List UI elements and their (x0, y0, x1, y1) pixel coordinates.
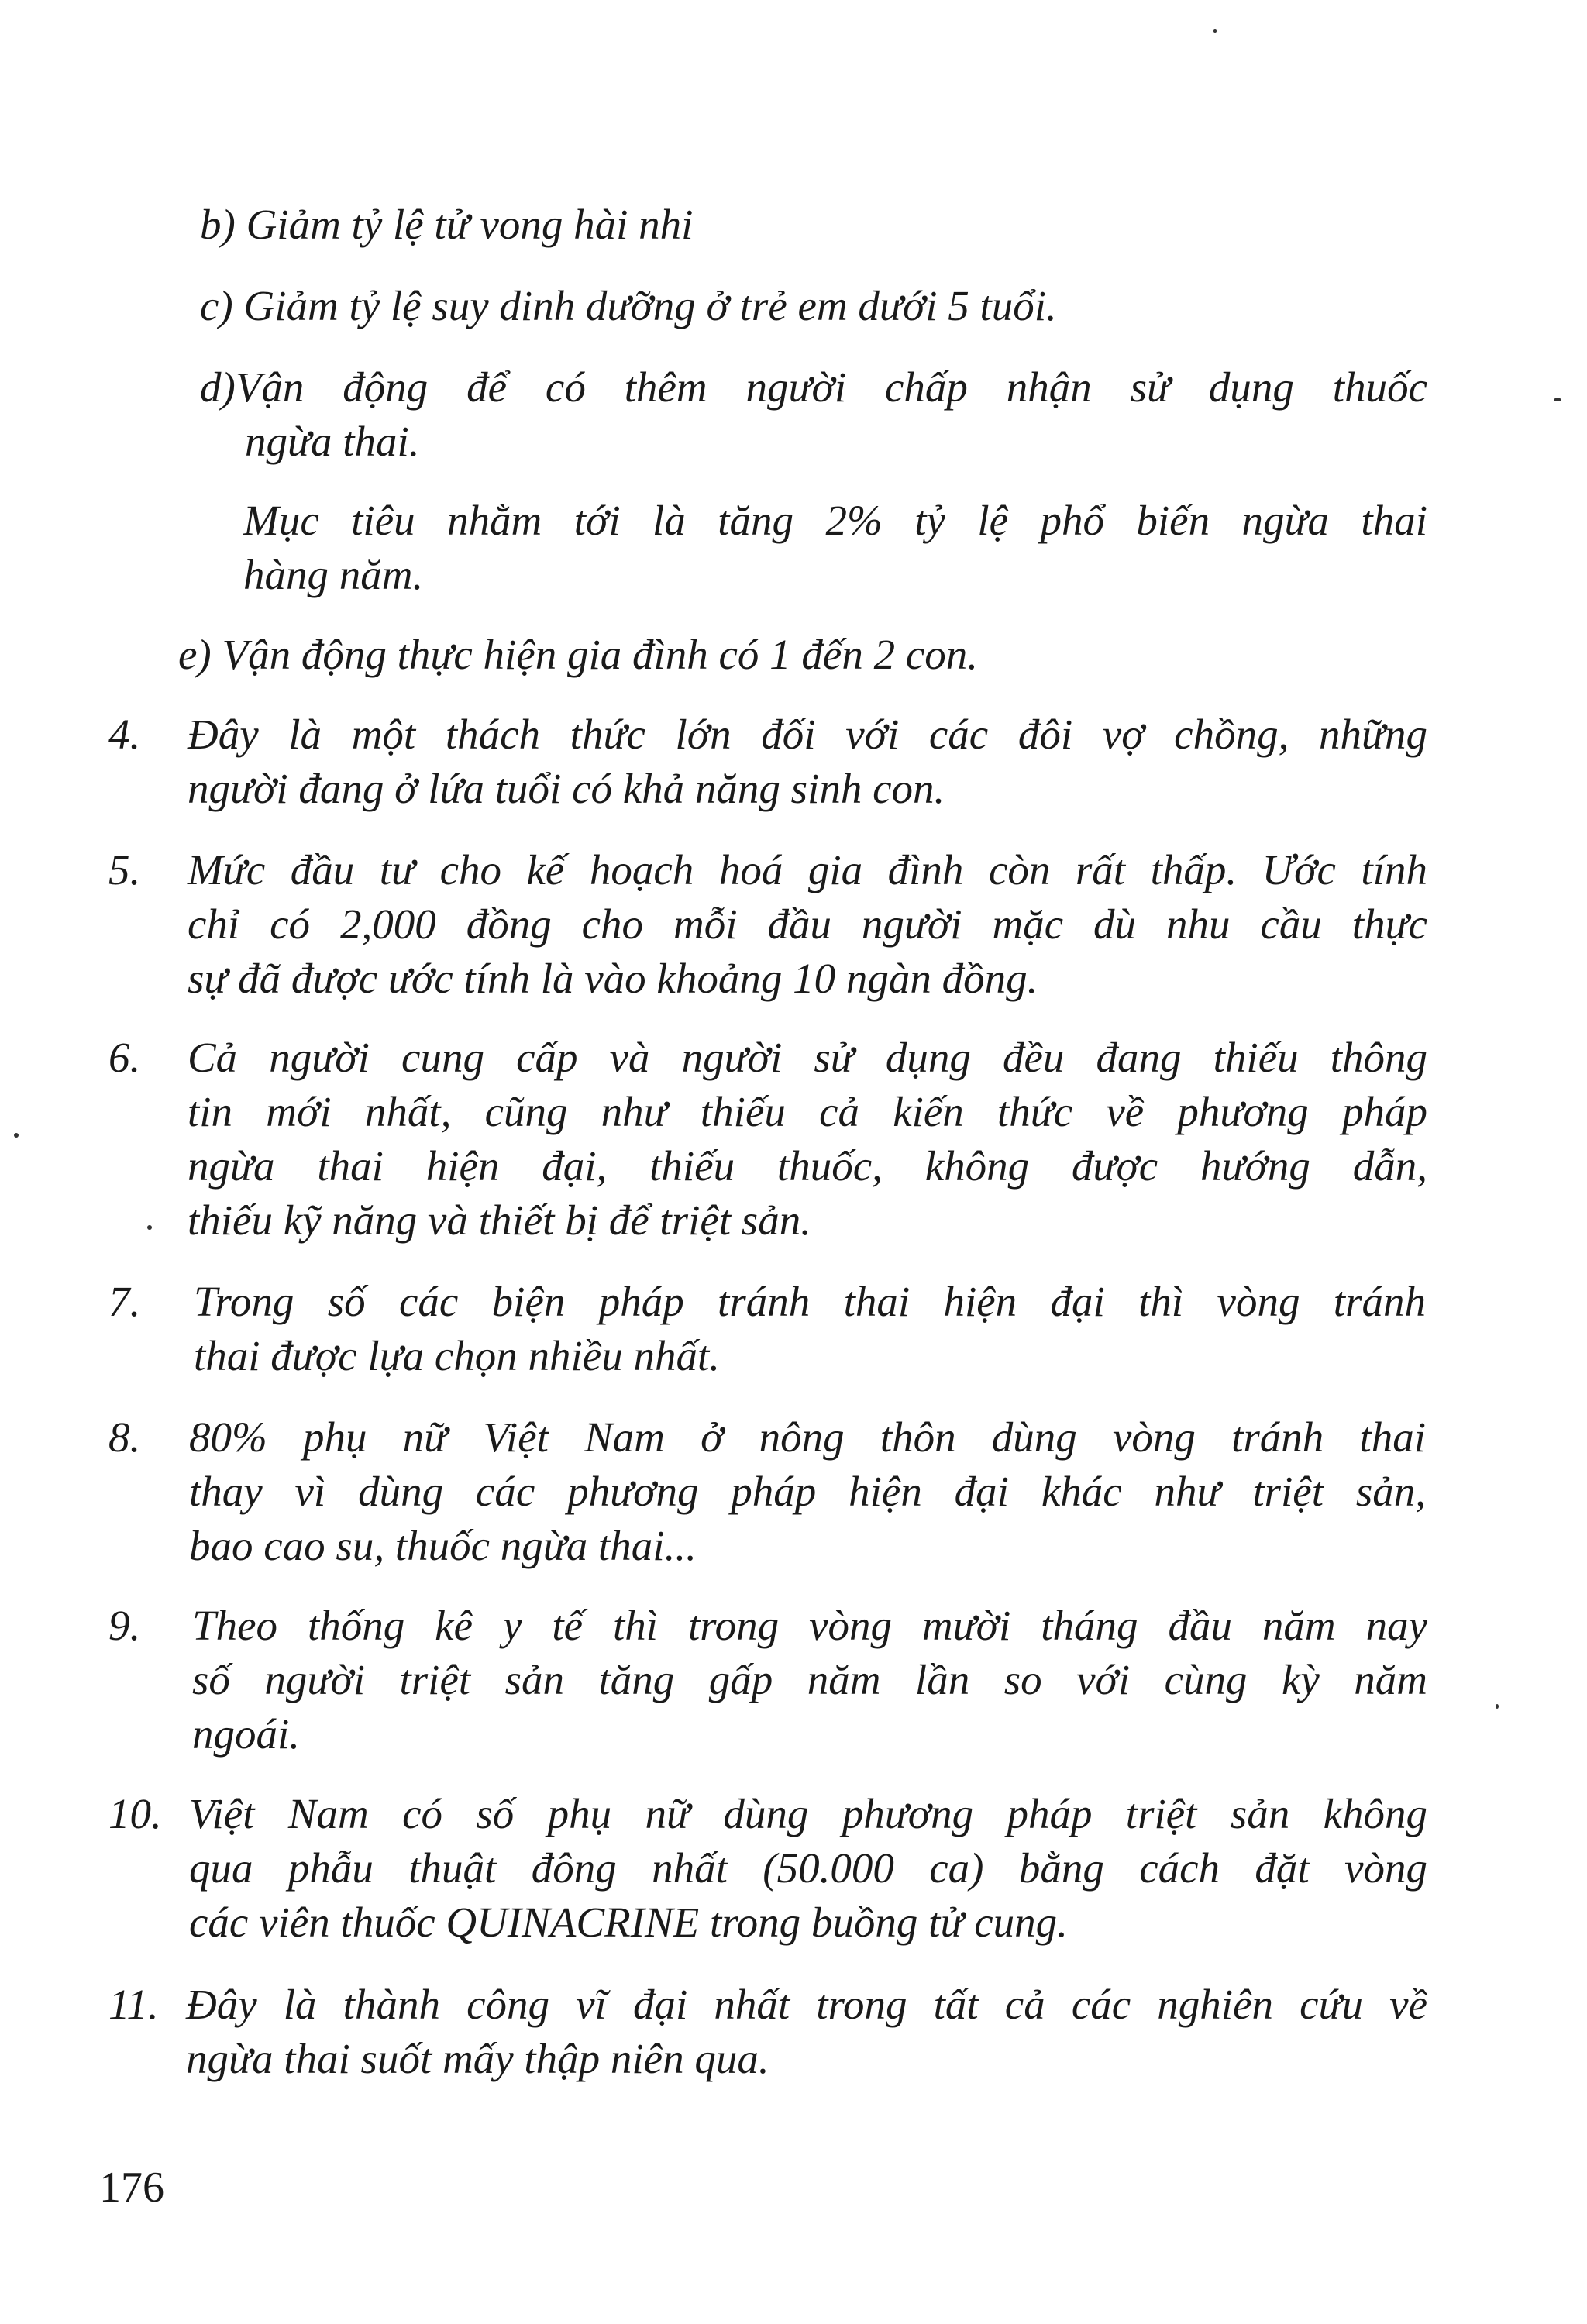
numbered-item-6 (108, 1031, 1427, 1248)
scan-speck (1496, 1704, 1499, 1709)
item-line: Trong số các biện pháp tránh thai hiện đại thì vòng tránh (194, 1278, 1426, 1325)
item-number: 5. (108, 846, 141, 893)
target-line-2: hàng năm. (243, 551, 424, 598)
item-line: 80% phụ nữ Việt Nam ở nông thôn dùng vòng tránh thai (189, 1413, 1426, 1461)
numbered-item-5 (108, 843, 1427, 1006)
item-number: 8. (108, 1413, 141, 1461)
item-number: 6. (108, 1034, 141, 1081)
scan-speck (14, 1133, 19, 1138)
numbered-item-9 (108, 1599, 1427, 1761)
item-line: qua phẫu thuật đông nhất (50.000 ca) bằng cách đặt vòng (189, 1844, 1427, 1892)
numbered-item-7 (108, 1275, 1426, 1383)
item-line: Mức đầu tư cho kế hoạch hoá gia đình còn rất thấp. Ước tính (188, 846, 1427, 893)
page-number: 176 (99, 2164, 164, 2212)
target-line-1: Mục tiêu nhằm tới là tăng 2% tỷ lệ phổ biến ngừa thai (243, 497, 1427, 544)
item-line: bao cao su, thuốc ngừa thai... (189, 1522, 697, 1569)
numbered-item-4 (108, 708, 1427, 816)
numbered-item-11 (108, 1978, 1427, 2086)
scan-speck (1554, 398, 1561, 401)
item-line: các viên thuốc QUINACRINE trong buồng tử cung. (189, 1899, 1068, 1946)
item-line: ngừa thai hiện đại, thiếu thuốc, không được hướng dẫn, (188, 1142, 1427, 1190)
scan-speck (147, 1225, 152, 1230)
item-line: số người triệt sản tăng gấp năm lần so với cùng kỳ năm (192, 1656, 1427, 1703)
item-e-text: e) Vận động thực hiện gia đình có 1 đến 2 con. (178, 631, 979, 678)
item-number: 7. (108, 1278, 141, 1325)
item-c-text: c) Giảm tỷ lệ suy dinh dưỡng ở trẻ em dưới 5 tuổi. (200, 282, 1057, 329)
item-d-line-1: d)Vận động để có thêm người chấp nhận sử dụng thuốc (200, 363, 1427, 411)
item-number: 9. (108, 1602, 141, 1649)
item-line: Cả người cung cấp và người sử dụng đều đang thiếu thông (188, 1034, 1427, 1081)
list-item-c (200, 279, 1424, 333)
list-item-e (178, 628, 1418, 682)
item-line: Theo thống kê y tế thì trong vòng mười tháng đầu năm nay (192, 1602, 1427, 1649)
item-line: ngừa thai suốt mấy thập niên qua. (186, 2035, 769, 2082)
scan-speck (1213, 29, 1217, 33)
item-line: Việt Nam có số phụ nữ dùng phương pháp triệt sản không (189, 1790, 1427, 1837)
target-paragraph (243, 494, 1427, 602)
item-b-text: b) Giảm tỷ lệ tử vong hài nhi (200, 201, 694, 248)
list-item-b (200, 198, 1424, 252)
list-item-d (200, 360, 1427, 469)
item-d-line-2: ngừa thai. (245, 418, 420, 465)
item-line: Đây là thành công vĩ đại nhất trong tất cả các nghiên cứu về (186, 1981, 1427, 2028)
numbered-item-10 (108, 1787, 1427, 1950)
item-line: thai được lựa chọn nhiều nhất. (194, 1332, 720, 1379)
numbered-item-8 (108, 1410, 1426, 1573)
item-number: 4. (108, 711, 141, 758)
item-line: tin mới nhất, cũng như thiếu cả kiến thức về phương pháp (188, 1088, 1427, 1135)
item-line: thay vì dùng các phương pháp hiện đại khác như triệt sản, (189, 1468, 1426, 1515)
item-line: Đây là một thách thức lớn đối với các đôi vợ chồng, những (188, 711, 1427, 758)
item-line: ngoái. (192, 1710, 301, 1758)
item-line: người đang ở lứa tuổi có khả năng sinh con. (188, 765, 945, 812)
item-line: chỉ có 2,000 đồng cho mỗi đầu người mặc dù nhu cầu thực (188, 900, 1427, 948)
item-number: 10. (108, 1790, 162, 1837)
item-line: thiếu kỹ năng và thiết bị để triệt sản. (188, 1196, 811, 1244)
item-number: 11. (108, 1981, 159, 2028)
item-line: sự đã được ước tính là vào khoảng 10 ngàn đồng. (188, 955, 1038, 1002)
